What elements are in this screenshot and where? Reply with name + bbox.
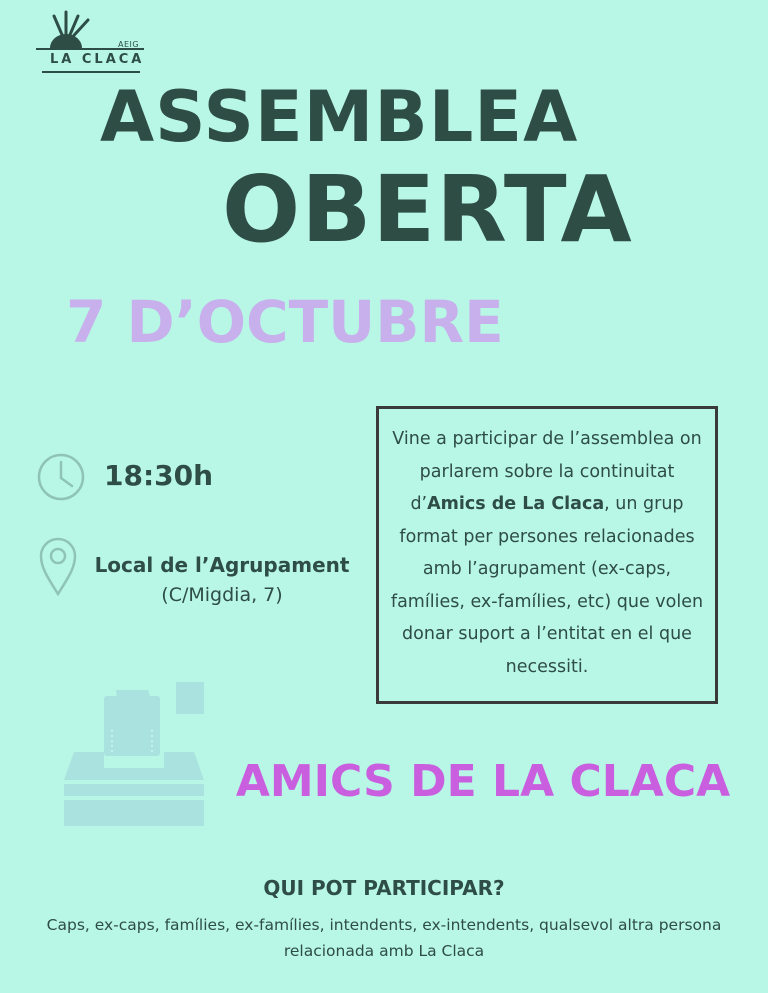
info-text-part1: Vine a participar de l’assemblea on parlarem sobre la continuitat d’ [392,429,702,514]
place-address: (C/Migdia, 7) [161,584,283,606]
logo-name: LA CLACA [50,52,145,67]
participants-description: Caps, ex-caps, famílies, ex-famílies, intendents, ex-intendents, qualsevol altra persona relacionada amb La Claca [46,916,722,960]
group-name-heading: AMICS DE LA CLACA [235,756,731,807]
ballot-box-icon [60,680,208,828]
title-line-1: ASSEMBLEA [100,76,579,158]
clock-icon [36,452,86,502]
place-name: Local de l’Agrupament [94,553,350,577]
event-date: 7 D’OCTUBRE [66,288,504,356]
title-line-2: OBERTA [222,156,633,263]
logo-aeig-text: AEIG [118,40,140,49]
info-text-bold: Amics de La Claca [427,494,605,514]
info-box [376,406,718,704]
info-text-part2: , un grup format per persones relacionades amb l’agrupament (ex-caps, famílies, ex-famílies, etc) que volen donar suport a l’entitat en el que necessiti. [390,494,704,677]
participants-heading: QUI POT PARTICIPAR? [263,876,505,900]
event-time: 18:30h [104,459,214,492]
